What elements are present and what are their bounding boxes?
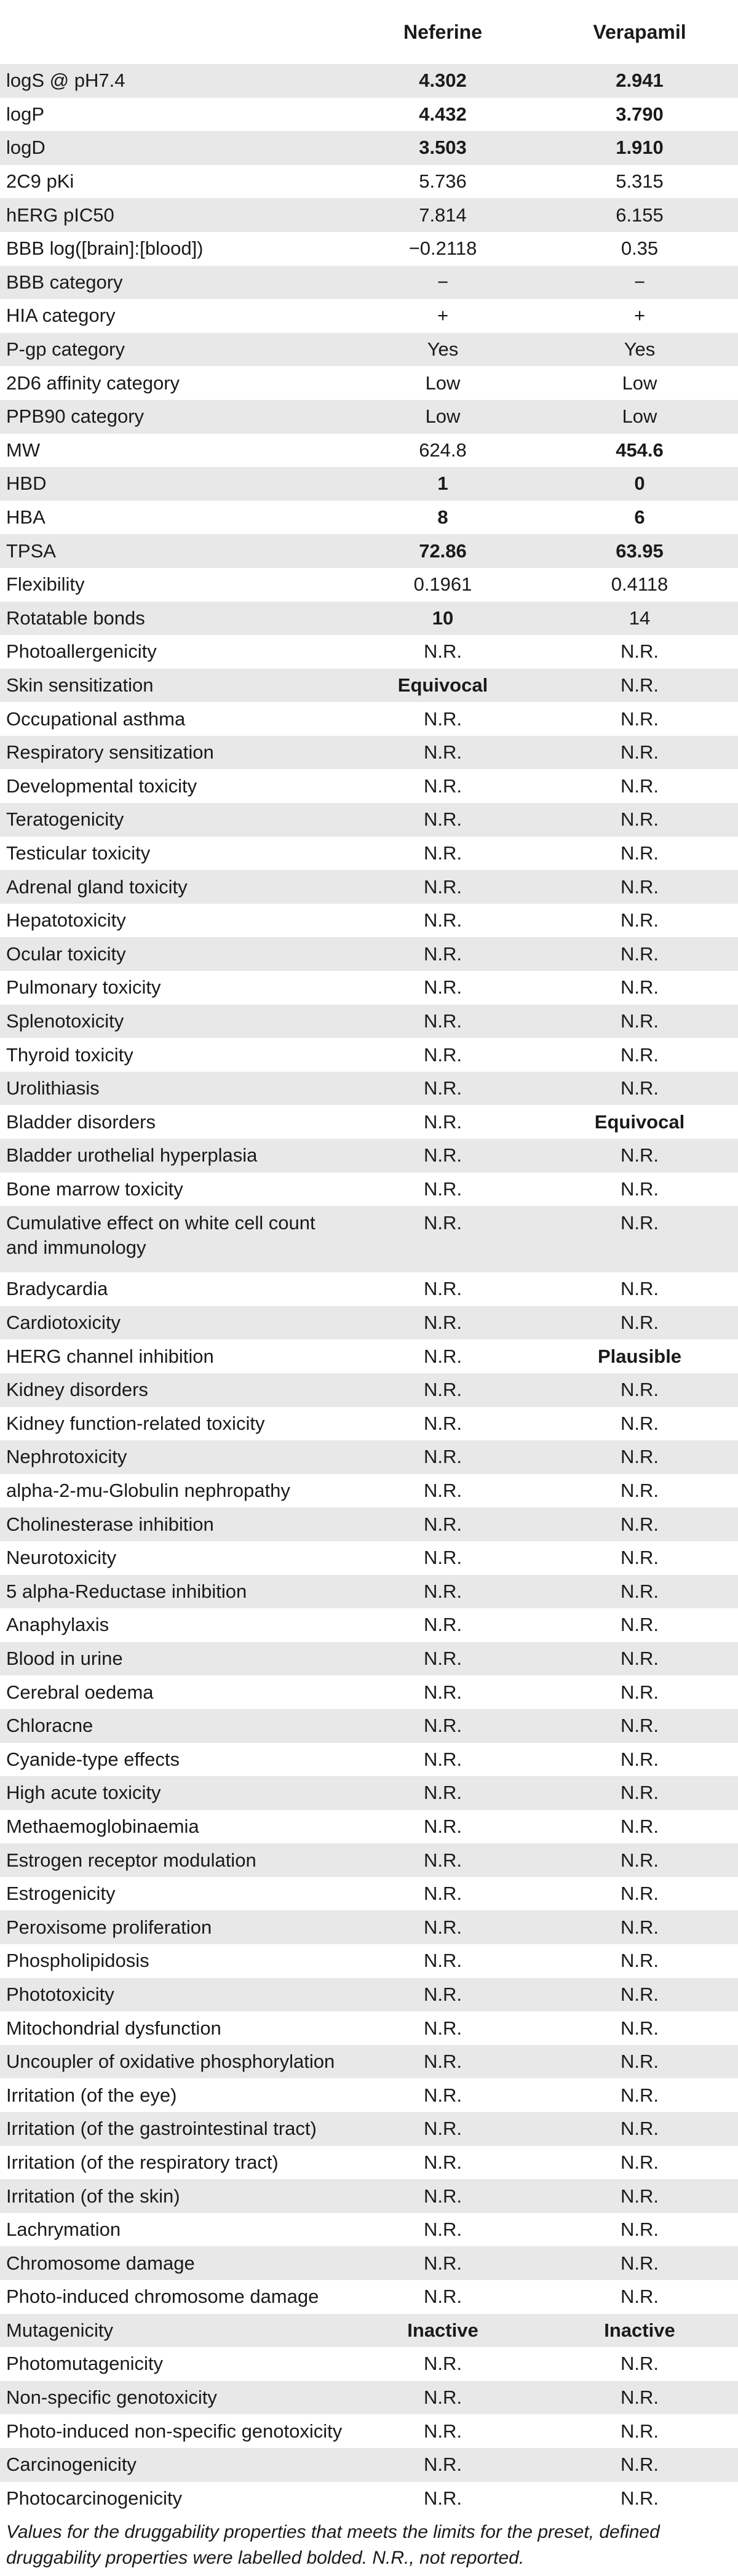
verapamil-cell: N.R.	[621, 674, 659, 696]
verapamil-cell: 6.155	[616, 204, 664, 226]
verapamil-cell: N.R.	[621, 976, 659, 999]
neferine-cell: N.R.	[424, 1916, 462, 1938]
neferine-cell: 7.814	[419, 204, 467, 226]
table-row	[0, 904, 738, 938]
property-cell: Ocular toxicity	[6, 943, 126, 965]
neferine-cell: N.R.	[424, 1379, 462, 1401]
neferine-cell: N.R.	[424, 1983, 462, 2005]
neferine-cell: 0.1961	[413, 573, 472, 596]
table-row	[0, 1373, 738, 1407]
verapamil-cell: N.R.	[621, 775, 659, 797]
table-row	[0, 1206, 738, 1272]
table-row	[0, 1709, 738, 1743]
neferine-cell: N.R.	[424, 1950, 462, 1972]
verapamil-cell: N.R.	[621, 2286, 659, 2308]
property-cell: Rotatable bonds	[6, 607, 145, 629]
property-cell: Cerebral oedema	[6, 1681, 154, 1703]
table-row	[0, 1877, 738, 1911]
verapamil-cell: 6	[634, 506, 645, 528]
table-row	[0, 837, 738, 871]
verapamil-cell: 63.95	[616, 540, 664, 562]
verapamil-cell: N.R.	[621, 2051, 659, 2073]
property-cell: logD	[6, 137, 46, 159]
verapamil-cell: N.R.	[621, 2084, 659, 2106]
verapamil-cell: Inactive	[604, 2319, 675, 2341]
verapamil-cell: N.R.	[621, 2420, 659, 2442]
verapamil-cell: N.R.	[621, 1950, 659, 1972]
neferine-cell: N.R.	[424, 1580, 462, 1602]
neferine-cell: N.R.	[424, 1614, 462, 1636]
table-row	[0, 1173, 738, 1206]
neferine-cell: N.R.	[424, 1111, 462, 1133]
property-cell: Cyanide-type effects	[6, 1748, 180, 1770]
table-body	[0, 64, 738, 2515]
verapamil-cell: −	[633, 271, 646, 293]
neferine-cell: N.R.	[424, 2252, 462, 2274]
table-row	[0, 1407, 738, 1441]
verapamil-cell: N.R.	[621, 1815, 659, 1837]
verapamil-cell: N.R.	[621, 1312, 659, 1334]
property-cell: Lachrymation	[6, 2219, 121, 2241]
table-row	[0, 568, 738, 602]
table-row	[0, 400, 738, 434]
table-row	[0, 1038, 738, 1072]
property-cell: Respiratory sensitization	[6, 741, 214, 764]
property-cell: Photomutagenicity	[6, 2353, 164, 2375]
property-cell: 2D6 affinity category	[6, 372, 180, 394]
property-cell: Blood in urine	[6, 1648, 123, 1670]
table-row	[0, 232, 738, 266]
verapamil-cell: 0.4118	[611, 573, 669, 596]
neferine-cell: Inactive	[407, 2319, 478, 2341]
verapamil-cell: N.R.	[621, 875, 659, 898]
property-cell: Testicular toxicity	[6, 842, 151, 864]
verapamil-cell: 0	[634, 473, 645, 495]
property-cell: Irritation (of the gastrointestinal tract)	[6, 2118, 317, 2140]
neferine-cell: N.R.	[424, 1782, 462, 1804]
property-cell: Irritation (of the eye)	[6, 2084, 177, 2106]
verapamil-cell: N.R.	[621, 1278, 659, 1300]
verapamil-cell: 3.790	[616, 103, 664, 125]
neferine-cell: N.R.	[424, 2151, 462, 2173]
table-row	[0, 1272, 738, 1306]
table-row	[0, 2112, 738, 2146]
header-property	[0, 0, 344, 64]
neferine-cell: N.R.	[424, 2286, 462, 2308]
table-row	[0, 870, 738, 904]
property-cell: logS @ pH7.4	[6, 70, 125, 92]
verapamil-cell: Yes	[624, 338, 656, 361]
neferine-cell: N.R.	[424, 1010, 462, 1032]
verapamil-cell: 1.910	[616, 137, 664, 159]
property-cell: Neurotoxicity	[6, 1547, 117, 1569]
property-cell: Mutagenicity	[6, 2319, 114, 2341]
verapamil-cell: N.R.	[621, 1043, 659, 1066]
neferine-cell: N.R.	[424, 775, 462, 797]
table-row	[0, 803, 738, 837]
verapamil-cell: N.R.	[621, 1010, 659, 1032]
table-row	[0, 2381, 738, 2415]
neferine-cell: Equivocal	[397, 674, 488, 696]
neferine-cell: N.R.	[424, 1815, 462, 1837]
verapamil-cell: 0.35	[621, 237, 659, 260]
verapamil-cell: N.R.	[621, 708, 659, 730]
neferine-cell: N.R.	[424, 708, 462, 730]
verapamil-cell: N.R.	[621, 943, 659, 965]
table-row	[0, 1541, 738, 1575]
property-cell: Chromosome damage	[6, 2252, 195, 2274]
table-row	[0, 534, 738, 568]
neferine-cell: N.R.	[424, 2454, 462, 2476]
neferine-cell: N.R.	[424, 1278, 462, 1300]
neferine-cell: 8	[437, 506, 448, 528]
verapamil-cell: N.R.	[621, 1614, 659, 1636]
verapamil-cell: N.R.	[621, 1446, 659, 1468]
verapamil-cell: N.R.	[621, 2219, 659, 2241]
neferine-cell: N.R.	[424, 1446, 462, 1468]
neferine-cell: N.R.	[424, 1412, 462, 1434]
verapamil-cell: 2.941	[616, 70, 664, 92]
table-row	[0, 1776, 738, 1810]
verapamil-cell: N.R.	[621, 2118, 659, 2140]
verapamil-cell: N.R.	[621, 1849, 659, 1871]
verapamil-cell: N.R.	[621, 2017, 659, 2039]
verapamil-cell: N.R.	[621, 2487, 659, 2509]
neferine-cell: 4.302	[419, 70, 467, 92]
table-row	[0, 2213, 738, 2247]
neferine-cell: N.R.	[424, 2420, 462, 2442]
neferine-cell: N.R.	[424, 2017, 462, 2039]
table-row	[0, 769, 738, 803]
verapamil-cell: N.R.	[621, 2353, 659, 2375]
neferine-cell: −0.2118	[408, 237, 477, 260]
property-cell: Photo-induced chromosome damage	[6, 2286, 319, 2308]
verapamil-cell: Plausible	[597, 1345, 682, 1367]
verapamil-cell: 14	[629, 607, 651, 629]
neferine-cell: N.R.	[424, 1178, 462, 1200]
verapamil-cell: N.R.	[621, 1648, 659, 1670]
neferine-cell: N.R.	[424, 1480, 462, 1502]
verapamil-cell: N.R.	[621, 1782, 659, 1804]
table-row	[0, 1675, 738, 1709]
table-row	[0, 669, 738, 703]
neferine-cell: 4.432	[419, 103, 467, 125]
table-row	[0, 971, 738, 1005]
verapamil-cell: N.R.	[621, 1178, 659, 1200]
verapamil-cell: N.R.	[621, 1681, 659, 1703]
table-row	[0, 1339, 738, 1373]
table-row	[0, 2179, 738, 2213]
verapamil-cell: N.R.	[621, 909, 659, 931]
property-cell: Cholinesterase inhibition	[6, 1513, 214, 1535]
table-row	[0, 1440, 738, 1474]
table-row	[0, 2347, 738, 2381]
property-cell: HBD	[6, 473, 47, 495]
table-row	[0, 165, 738, 199]
table-row	[0, 1072, 738, 1106]
property-cell: Non-specific genotoxicity	[6, 2387, 217, 2409]
neferine-cell: N.R.	[424, 640, 462, 663]
property-cell: Cardiotoxicity	[6, 1312, 121, 1334]
table-footnote: Values for the druggability properties that meets the limits for the preset, defined druggability properties were labelled bolded. N.R., not reported.	[6, 2522, 660, 2568]
property-cell: BBB category	[6, 271, 123, 293]
property-cell: logP	[6, 103, 45, 125]
neferine-cell: N.R.	[424, 1144, 462, 1166]
verapamil-cell: N.R.	[621, 842, 659, 864]
table-row	[0, 64, 738, 98]
neferine-cell: 10	[432, 607, 454, 629]
table-header	[0, 0, 738, 64]
table-row	[0, 602, 738, 636]
table-row	[0, 1843, 738, 1877]
neferine-cell: N.R.	[424, 2051, 462, 2073]
verapamil-cell: N.R.	[621, 1748, 659, 1770]
neferine-cell: N.R.	[424, 1345, 462, 1367]
property-cell: Bladder disorders	[6, 1111, 156, 1133]
property-cell: Occupational asthma	[6, 708, 186, 730]
neferine-cell: N.R.	[424, 1043, 462, 1066]
table-row	[0, 2448, 738, 2482]
table-row	[0, 266, 738, 300]
neferine-cell: N.R.	[424, 808, 462, 831]
table-row	[0, 1575, 738, 1609]
neferine-cell: 624.8	[419, 439, 467, 461]
table-row	[0, 1642, 738, 1676]
verapamil-cell: N.R.	[621, 2454, 659, 2476]
property-cell: Kidney disorders	[6, 1379, 148, 1401]
neferine-cell: N.R.	[424, 943, 462, 965]
neferine-cell: N.R.	[424, 1648, 462, 1670]
property-cell: Methaemoglobinaemia	[6, 1815, 199, 1837]
property-cell: hERG pIC50	[6, 204, 114, 226]
neferine-cell: +	[437, 305, 449, 327]
table-row	[0, 98, 738, 132]
neferine-cell: N.R.	[424, 842, 462, 864]
table-row	[0, 2078, 738, 2112]
table-row	[0, 1743, 738, 1777]
neferine-cell: N.R.	[424, 1547, 462, 1569]
property-cell: Developmental toxicity	[6, 775, 197, 797]
neferine-cell: N.R.	[424, 1748, 462, 1770]
neferine-cell: N.R.	[424, 741, 462, 764]
verapamil-cell: N.R.	[621, 1916, 659, 1938]
neferine-cell: N.R.	[424, 1312, 462, 1334]
verapamil-cell: N.R.	[621, 1144, 659, 1166]
table-row	[0, 131, 738, 165]
verapamil-cell: N.R.	[621, 2151, 659, 2173]
verapamil-cell: N.R.	[621, 1480, 659, 1502]
property-cell: Kidney function-related toxicity	[6, 1412, 265, 1434]
property-cell: Thyroid toxicity	[6, 1043, 133, 1066]
neferine-cell: N.R.	[424, 976, 462, 999]
property-cell: Photocarcinogenicity	[6, 2487, 183, 2509]
verapamil-cell: N.R.	[621, 1412, 659, 1434]
property-cell: Nephrotoxicity	[6, 1446, 127, 1468]
neferine-cell: N.R.	[424, 909, 462, 931]
neferine-cell: N.R.	[424, 2084, 462, 2106]
verapamil-cell: N.R.	[621, 1983, 659, 2005]
table-row	[0, 1944, 738, 1978]
property-cell: 2C9 pKi	[6, 170, 74, 193]
neferine-cell: N.R.	[424, 2487, 462, 2509]
table-row	[0, 1474, 738, 1508]
property-cell: Carcinogenicity	[6, 2454, 137, 2476]
property-cell: alpha-2-mu-Globulin nephropathy	[6, 1480, 290, 1502]
table-row	[0, 1978, 738, 2012]
table-row	[0, 702, 738, 736]
verapamil-cell: Low	[622, 372, 657, 394]
neferine-cell: −	[437, 271, 449, 293]
verapamil-cell: N.R.	[621, 1212, 659, 1234]
property-cell: HERG channel inhibition	[6, 1345, 214, 1367]
verapamil-cell: N.R.	[621, 808, 659, 831]
neferine-cell: 72.86	[419, 540, 467, 562]
verapamil-cell: N.R.	[621, 2185, 659, 2207]
table-row	[0, 1810, 738, 1844]
table-row	[0, 2146, 738, 2180]
property-cell: Urolithiasis	[6, 1077, 100, 1099]
property-cell: Mitochondrial dysfunction	[6, 2017, 221, 2039]
table-row	[0, 2246, 738, 2280]
property-cell: 5 alpha-Reductase inhibition	[6, 1580, 247, 1602]
table-row	[0, 333, 738, 367]
property-cell: Irritation (of the skin)	[6, 2185, 180, 2207]
verapamil-cell: N.R.	[621, 1513, 659, 1535]
neferine-cell: N.R.	[424, 1077, 462, 1099]
table-row	[0, 1005, 738, 1039]
neferine-cell: Yes	[427, 338, 459, 361]
property-cell: Flexibility	[6, 573, 85, 596]
neferine-cell: N.R.	[424, 1883, 462, 1905]
header-neferine: Neferine	[403, 20, 483, 43]
verapamil-cell: N.R.	[621, 1715, 659, 1737]
property-cell: Cumulative effect on white cell count and immunology	[6, 1212, 315, 1259]
property-cell: Chloracne	[6, 1715, 93, 1737]
neferine-cell: N.R.	[424, 2353, 462, 2375]
table-row	[0, 434, 738, 468]
verapamil-cell: N.R.	[621, 2387, 659, 2409]
neferine-cell: N.R.	[424, 1513, 462, 1535]
table-row	[0, 2280, 738, 2314]
property-cell: Hepatotoxicity	[6, 909, 126, 931]
table-row	[0, 2314, 738, 2348]
table-row	[0, 736, 738, 770]
verapamil-cell: 454.6	[616, 439, 664, 461]
property-cell: Peroxisome proliferation	[6, 1916, 212, 1938]
property-cell: Bladder urothelial hyperplasia	[6, 1144, 258, 1166]
verapamil-cell: Equivocal	[594, 1111, 685, 1133]
property-cell: Phototoxicity	[6, 1983, 114, 2005]
property-cell: Bradycardia	[6, 1278, 108, 1300]
neferine-cell: N.R.	[424, 1715, 462, 1737]
table-row	[0, 2482, 738, 2516]
property-cell: High acute toxicity	[6, 1782, 161, 1804]
table-row	[0, 1910, 738, 1944]
property-cell: MW	[6, 439, 41, 461]
verapamil-cell: N.R.	[621, 2252, 659, 2274]
table-row	[0, 1507, 738, 1541]
neferine-cell: N.R.	[424, 1212, 462, 1234]
header-row	[0, 0, 738, 64]
property-cell: Skin sensitization	[6, 674, 154, 696]
table-row	[0, 366, 738, 400]
table-row	[0, 937, 738, 971]
neferine-cell: 1	[437, 473, 448, 495]
property-cell: BBB log([brain]:[blood])	[6, 237, 204, 260]
neferine-cell: N.R.	[424, 2185, 462, 2207]
table-row	[0, 1139, 738, 1173]
verapamil-cell: Low	[622, 405, 657, 428]
table-row	[0, 2011, 738, 2045]
header-verapamil: Verapamil	[593, 20, 686, 43]
property-cell: Irritation (of the respiratory tract)	[6, 2151, 279, 2173]
property-cell: P-gp category	[6, 338, 125, 361]
property-cell: TPSA	[6, 540, 56, 562]
neferine-cell: 5.736	[419, 170, 467, 193]
property-cell: Estrogenicity	[6, 1883, 116, 1905]
table-row	[0, 198, 738, 232]
verapamil-cell: N.R.	[621, 1580, 659, 1602]
neferine-cell: Low	[425, 372, 461, 394]
table-row	[0, 1306, 738, 1340]
property-cell: Pulmonary toxicity	[6, 976, 161, 999]
table-row	[0, 635, 738, 669]
neferine-cell: 3.503	[419, 137, 467, 159]
neferine-cell: Low	[425, 405, 461, 428]
property-cell: Anaphylaxis	[6, 1614, 109, 1636]
property-cell: Phospholipidosis	[6, 1950, 149, 1972]
property-cell: Photoallergenicity	[6, 640, 157, 663]
property-cell: Estrogen receptor modulation	[6, 1849, 256, 1871]
property-cell: PPB90 category	[6, 405, 145, 428]
property-cell: Splenotoxicity	[6, 1010, 124, 1032]
neferine-cell: N.R.	[424, 2118, 462, 2140]
verapamil-cell: N.R.	[621, 1379, 659, 1401]
table-row	[0, 2045, 738, 2079]
table-row	[0, 467, 738, 501]
table-row	[0, 299, 738, 333]
verapamil-cell: N.R.	[621, 1077, 659, 1099]
neferine-cell: N.R.	[424, 875, 462, 898]
verapamil-cell: N.R.	[621, 640, 659, 663]
table-row	[0, 1608, 738, 1642]
verapamil-cell: N.R.	[621, 1883, 659, 1905]
neferine-cell: N.R.	[424, 1681, 462, 1703]
table-row	[0, 501, 738, 535]
property-cell: Teratogenicity	[6, 808, 124, 831]
table-row	[0, 2414, 738, 2448]
property-cell: Adrenal gland toxicity	[6, 875, 188, 898]
verapamil-cell: 5.315	[616, 170, 664, 193]
verapamil-cell: N.R.	[621, 741, 659, 764]
property-cell: HIA category	[6, 305, 116, 327]
neferine-cell: N.R.	[424, 1849, 462, 1871]
verapamil-cell: +	[633, 305, 646, 327]
verapamil-cell: N.R.	[621, 1547, 659, 1569]
property-cell: Photo-induced non-specific genotoxicity	[6, 2420, 343, 2442]
property-cell: HBA	[6, 506, 46, 528]
property-cell: Bone marrow toxicity	[6, 1178, 183, 1200]
property-cell: Uncoupler of oxidative phosphorylation	[6, 2051, 335, 2073]
neferine-cell: N.R.	[424, 2219, 462, 2241]
table-row	[0, 1105, 738, 1139]
neferine-cell: N.R.	[424, 2387, 462, 2409]
